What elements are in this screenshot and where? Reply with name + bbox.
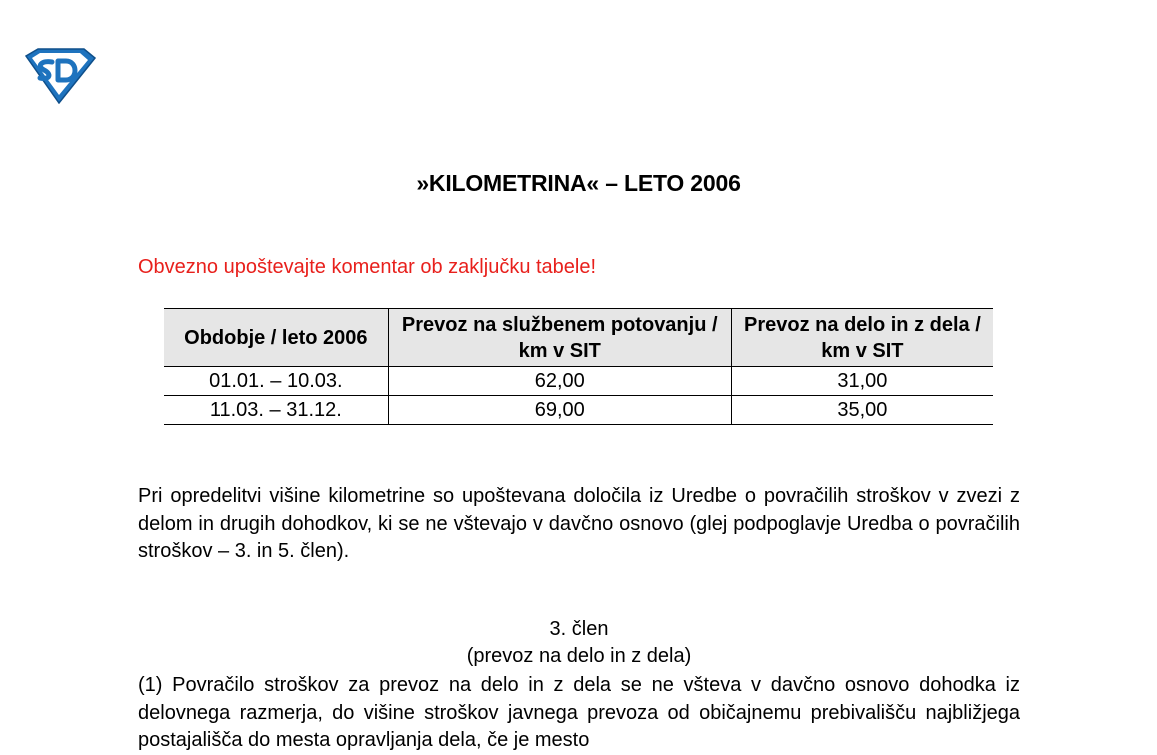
warning-note: Obvezno upoštevajte komentar ob zaključku tabele! xyxy=(138,256,597,278)
article-heading: 3. člen xyxy=(549,618,609,640)
table-row xyxy=(164,396,993,425)
intro-paragraph: Pri opredelitvi višine kilometrine so upoštevana določila iz Uredbe o povračilih stroškov v zvezi z delom in drugih dohodkov, ki se ne vštevajo v davčno osnovo (glej podpoglavje Uredba o povračilih stroškov – 3. in 5. člen). xyxy=(138,485,1020,562)
table-header-row xyxy=(164,309,993,367)
header-commute: Prevoz na delo in z dela / km v SIT xyxy=(731,309,993,367)
article-subheading: (prevoz na delo in z dela) xyxy=(466,645,692,667)
header-period: Obdobje / leto 2006 xyxy=(164,309,388,367)
cell-period: 01.01. – 10.03. xyxy=(164,367,388,396)
cell-business-rate: 69,00 xyxy=(388,396,731,425)
article-text: (1) Povračilo stroškov za prevoz na delo in z dela se ne všteva v davčno osnovo dohodka iz delovnega razmerja, do višine stroškov javnega prevoza od običajnemu prebivališču najbližjega postajališča do mesta opravljanja dela, če je mesto xyxy=(138,674,1020,751)
cell-commute-rate: 35,00 xyxy=(731,396,993,425)
document-title: »KILOMETRINA« – LETO 2006 xyxy=(416,170,741,196)
cell-commute-rate: 31,00 xyxy=(731,367,993,396)
header-business-travel: Prevoz na službenem potovanju / km v SIT xyxy=(388,309,731,367)
table-row xyxy=(164,367,993,396)
cell-period: 11.03. – 31.12. xyxy=(164,396,388,425)
company-logo xyxy=(22,48,96,104)
cell-business-rate: 62,00 xyxy=(388,367,731,396)
mileage-rate-table xyxy=(164,308,993,425)
